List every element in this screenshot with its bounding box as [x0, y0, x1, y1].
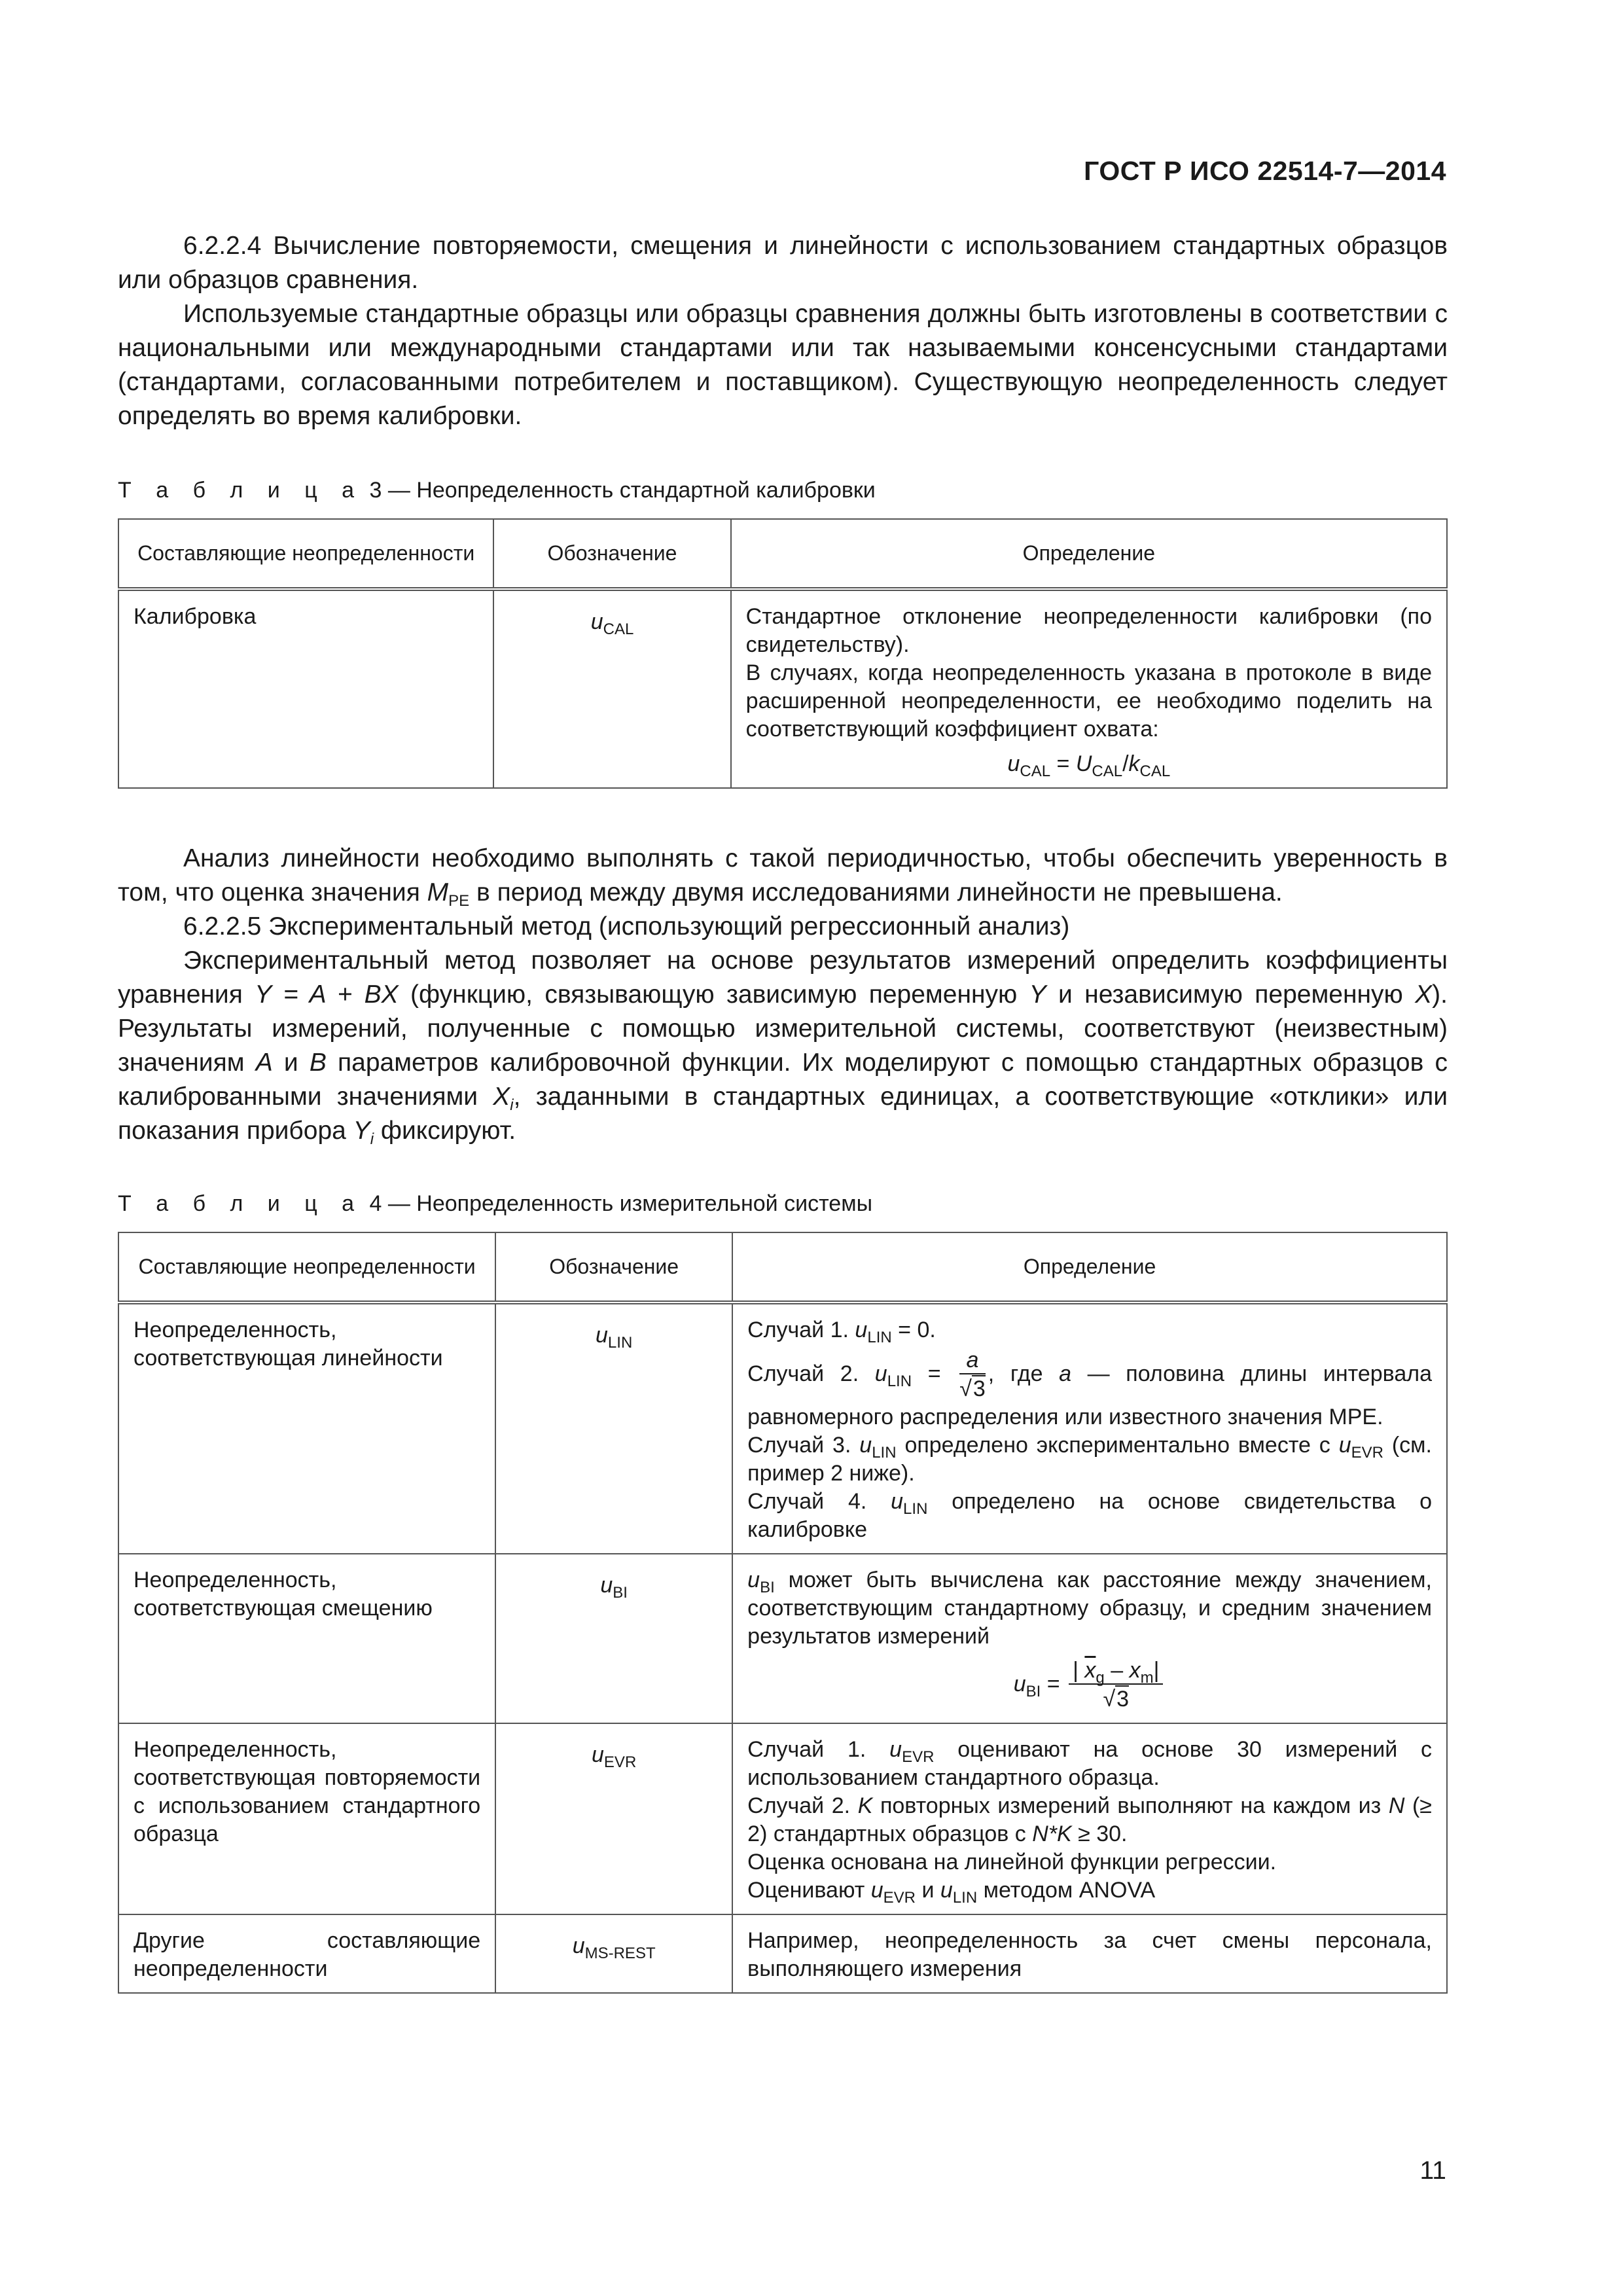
fraction: $\frac{a}{√3}$ [959, 1348, 986, 1401]
table3-header-definition: Определение [731, 519, 1447, 589]
fraction: $\frac{| \overline{x}_g - x_m|}{√3}$ [1069, 1657, 1163, 1713]
table4-cell-definition [732, 1554, 1447, 1723]
table4-caption-title: 4 — Неопределенность измерительной системы [363, 1191, 873, 1216]
table-row [118, 589, 1447, 788]
lin-case4: Случай 4. $u_{LIN}$ определено на основе свидетельства о калибровке [747, 1489, 1432, 1542]
table4-cell-symbol: $u_{LIN}$ [495, 1302, 732, 1554]
table4-cell-component: Другие составляющие неопределенности [118, 1914, 495, 1993]
table4 [118, 1232, 1448, 1994]
table3-caption-title: 3 — Неопределенность стандартной калибровки [363, 478, 876, 503]
paragraph-experimental-method: Экспериментальный метод позволяет на основе результатов измерений определить коэффициенты уравнения Y = A + BX (функцию, связывающую зависимую переменную Y и независимую переменную X). Результаты измерений, полученные с помощью измерительной системы, соответствуют (неизвестным) значениям A и B параметров калибровочной функции. Их моделируют с помощью стандартных образцов с калиброванными значениями $X_i$, заданными в стандартных единицах, а соответствующие «отклики» или показания прибора $Y_i$ фиксируют. [118, 946, 1448, 1148]
table4-cell-symbol: $u_{BI}$ [495, 1554, 732, 1723]
table4-cell-definition [732, 1302, 1447, 1554]
table3-formula: $u_{CAL} = U_{CAL}/k_{CAL}$ [1007, 751, 1171, 780]
evr-case1: Случай 1. $u_{EVR}$ оценивают на основе 30 измерений с использованием стандартного образца. [747, 1737, 1432, 1790]
table-row [118, 1723, 1447, 1914]
lin-case1: Случай 1. $u_{LIN} = 0$. [747, 1318, 936, 1346]
table4-cell-definition [732, 1723, 1447, 1914]
table4-header-component: Составляющие неопределенности [118, 1232, 495, 1302]
evr-anova-note: Оценивают $u_{EVR}$ и $u_{LIN}$ методом ANOVA [747, 1878, 1156, 1907]
evr-case2: Случай 2. K повторных измерений выполняют на каждом из N (≥ 2) стандартных образцов с N*K ≥ 30. [747, 1793, 1432, 1846]
table4-cell-component: Неопределенность, соответствующая повторяемости с использованием стандартного образца [118, 1723, 495, 1914]
table-row [118, 1914, 1447, 1993]
table3-caption [118, 478, 876, 503]
paragraph-6225-title: 6.2.2.5 Экспериментальный метод (использующий регрессионный анализ) [183, 912, 1070, 941]
table4-header-definition: Определение [732, 1232, 1447, 1302]
page-number: 11 [1419, 2157, 1446, 2185]
paragraph-text: 6.2.2.4 Вычисление повторяемости, смещения и линейности с использованием стандартных образцов или образцов сравнения. [118, 232, 1448, 294]
table4-cell-component: Неопределенность, соответствующая линейности [118, 1302, 495, 1554]
table4-caption-prefix: Т а б л и ц а [118, 1191, 364, 1216]
lin-case2: Случай 2. $u_{LIN}$ = $\frac{a}{√3}$ , где a — половина длины интервала равномерного распределения или известного значения MPE. [747, 1348, 1432, 1429]
paragraph-standard-samples [118, 297, 1448, 433]
table3-header-symbol: Обозначение [493, 519, 730, 589]
document-code-header: ГОСТ Р ИСО 22514-7—2014 [1084, 156, 1446, 186]
paragraph-6224-title [118, 229, 1448, 297]
table4-cell-component: Неопределенность, соответствующая смещению [118, 1554, 495, 1723]
table3-def-line1: Стандартное отклонение неопределенности калибровки (по свидетельству). [745, 604, 1432, 657]
table4-header-row [118, 1232, 1447, 1302]
bias-formula: $u_{BI}$ = $\frac{| \overline{x}_g - x_m|}{√3}$ [747, 1657, 1432, 1713]
table3-header-component: Составляющие неопределенности [118, 519, 493, 589]
table3-header-row [118, 519, 1447, 589]
table-row [118, 1302, 1447, 1554]
paragraph-linearity: Анализ линейности необходимо выполнять с такой периодичностью, чтобы обеспечить уверенность в том, что оценка значения $M_{PE}$ в период между двумя исследованиями линейности не превышена. [118, 844, 1448, 910]
table4-header-symbol: Обозначение [495, 1232, 732, 1302]
bias-definition: $u_{BI}$ может быть вычислена как расстояние между значением, соответствующим стандартному образцу, и средним значением результатов измерений [747, 1568, 1432, 1649]
table3 [118, 518, 1448, 789]
table3-cell-definition [731, 589, 1447, 788]
table3-def-line2: В случаях, когда неопределенность указана в протоколе в виде расширенной неопределенности, ее необходимо поделить на соответствующий коэффициент охвата: [745, 660, 1432, 742]
table4-cell-definition: Например, неопределенность за счет смены персонала, выполняющего измерения [732, 1914, 1447, 1993]
table3-cell-symbol: $u_{CAL}$ [493, 589, 730, 788]
table3-caption-prefix: Т а б л и ц а [118, 478, 364, 503]
evr-regression-note: Оценка основана на линейной функции регрессии. [747, 1850, 1277, 1874]
paragraph-text: Используемые стандартные образцы или образцы сравнения должны быть изготовлены в соответствии с национальными или международными стандартами или так называемыми консенсусными стандартами (стандартами, согласованными потребителем и поставщиком). Существующую неопределенность следует определять во время калибровки. [118, 300, 1448, 430]
table-row [118, 1554, 1447, 1723]
lin-case3: Случай 3. $u_{LIN}$ определено экспериментально вместе с $u_{EVR}$ (см. пример 2 ниже). [747, 1433, 1432, 1486]
table4-caption [118, 1191, 872, 1217]
table4-cell-symbol: $u_{EVR}$ [495, 1723, 732, 1914]
table3-cell-component: Калибровка [118, 589, 493, 788]
table4-cell-symbol: $u_{MS-REST}$ [495, 1914, 732, 1993]
